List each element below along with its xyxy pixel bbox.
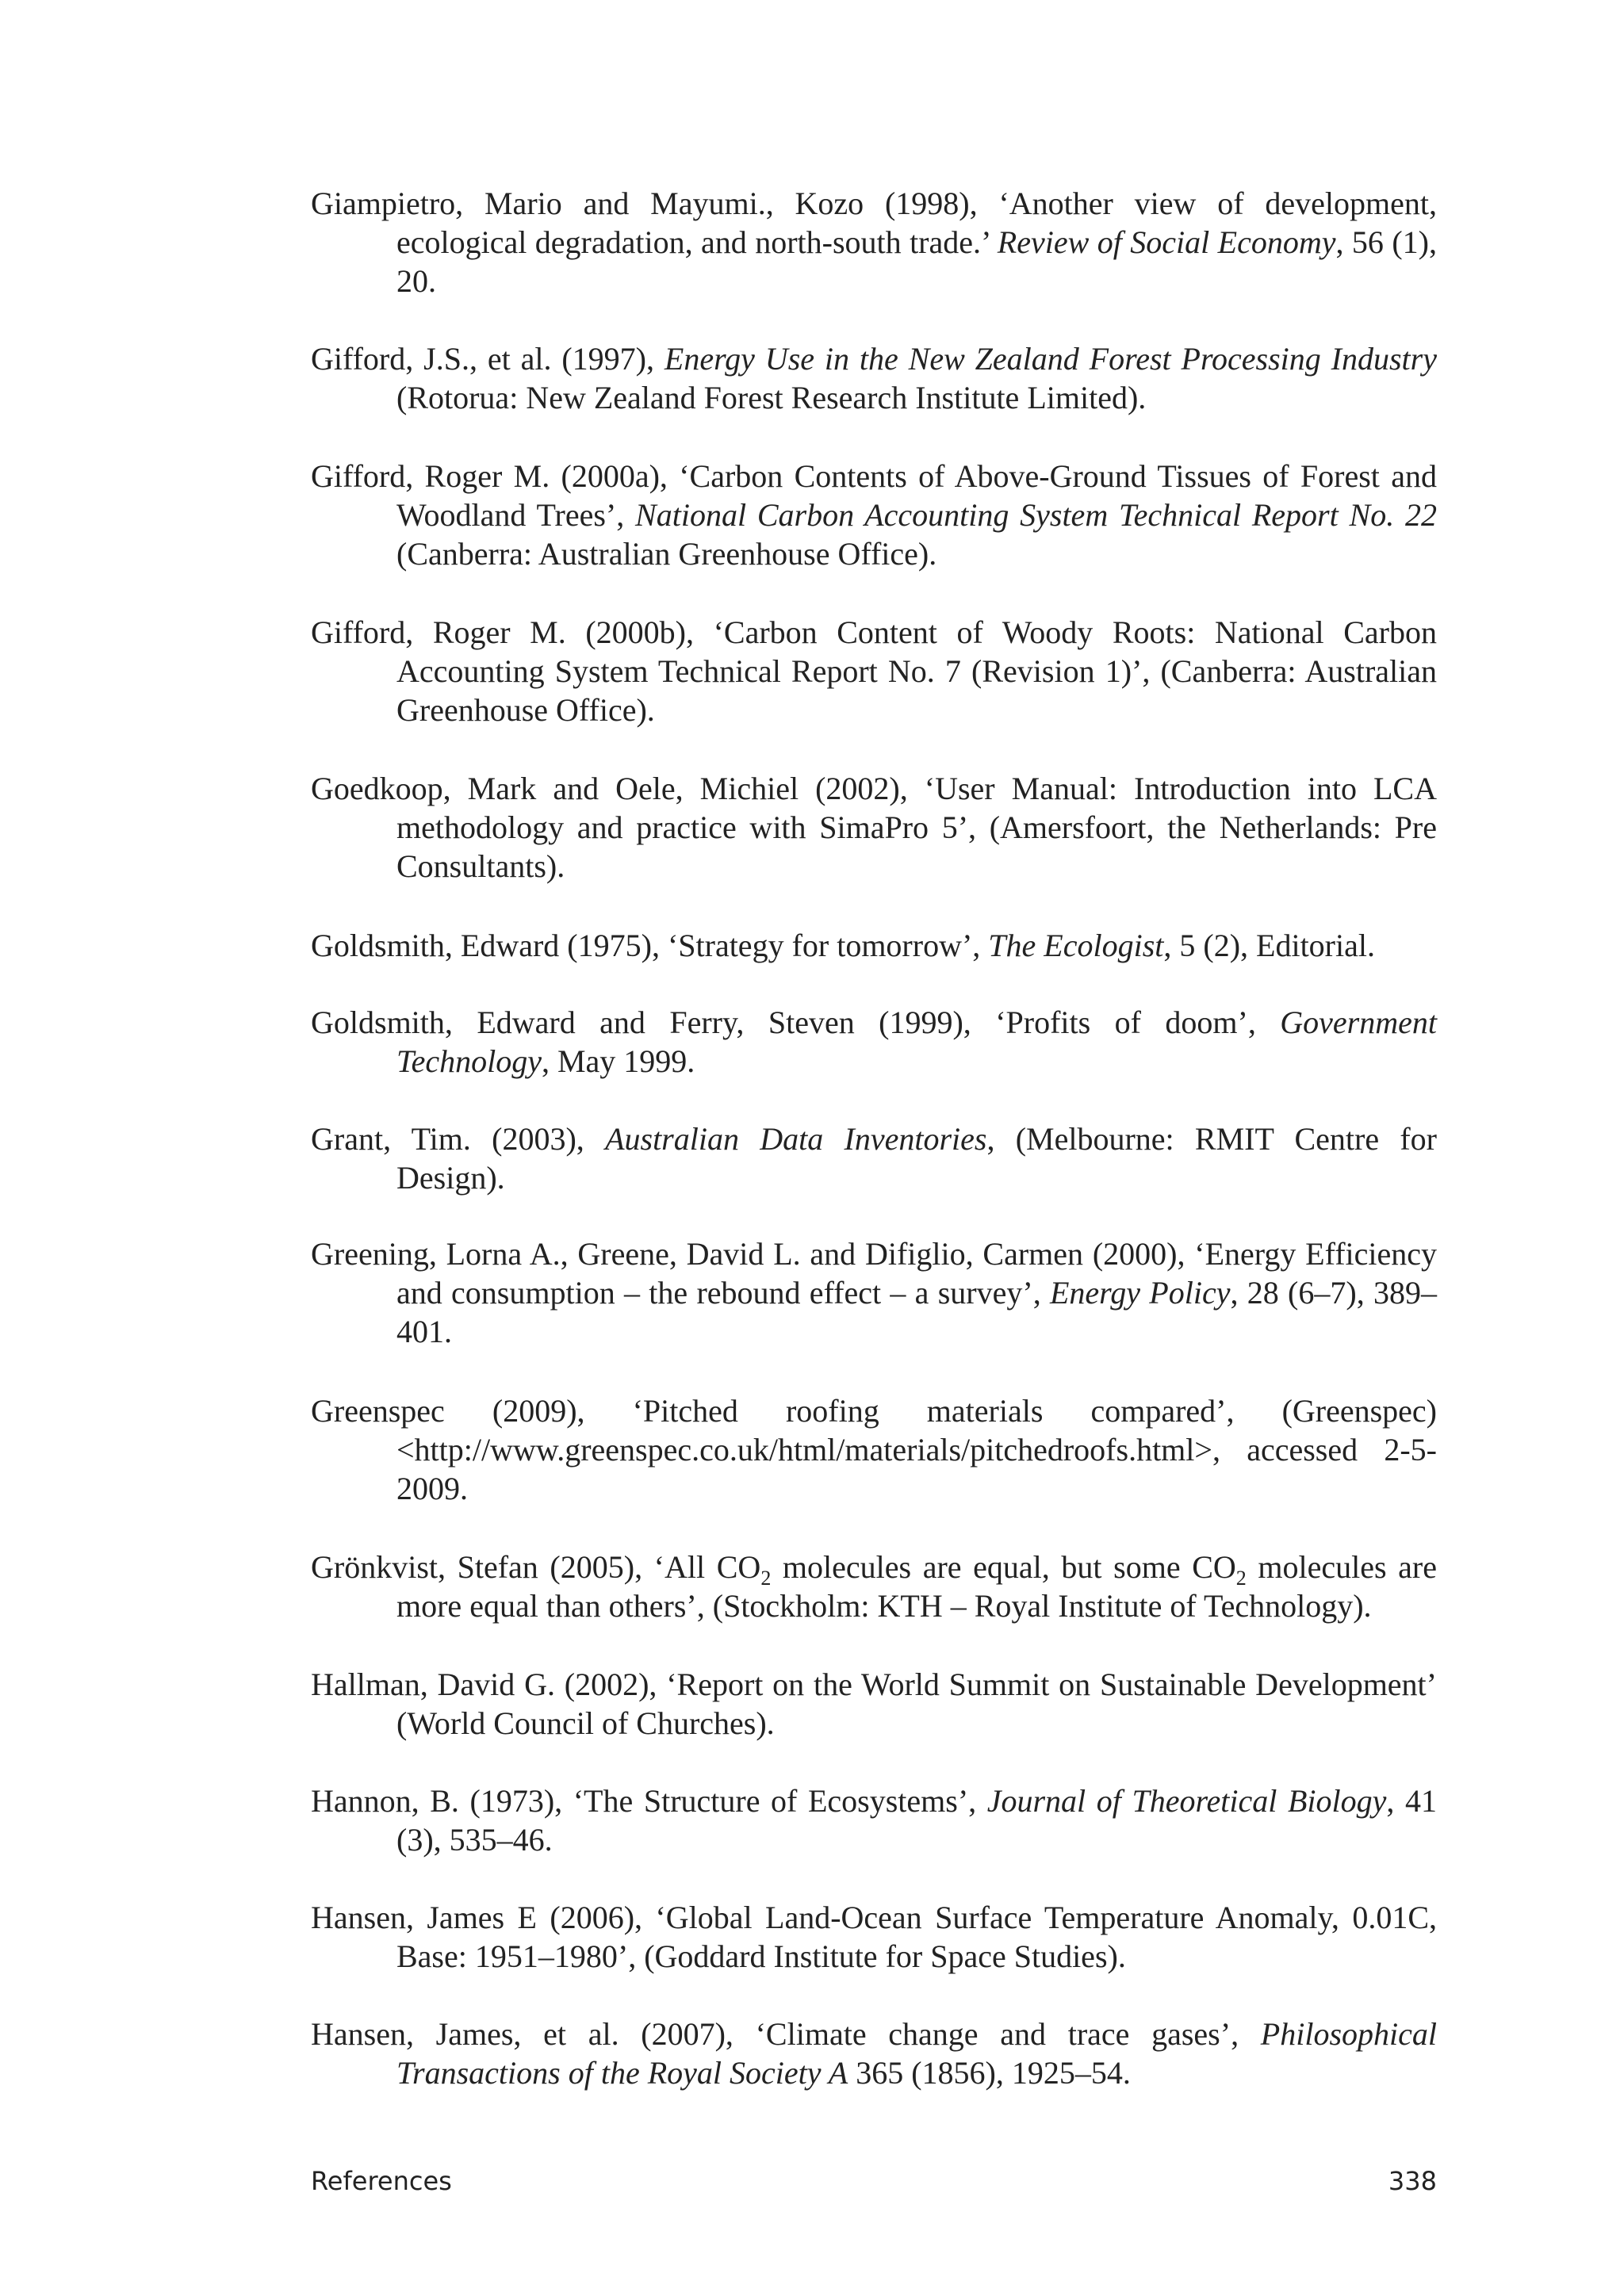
- page-number: 338: [1388, 2166, 1437, 2196]
- reference-entry: [311, 1548, 1437, 1625]
- reference-text: (Rotorua: New Zealand Forest Research Institute Limited).: [396, 380, 1147, 415]
- reference-title-italic: Australian Data Inventories: [605, 1121, 987, 1157]
- reference-text: , May 1999.: [541, 1043, 695, 1079]
- reference-entry: [311, 926, 1437, 965]
- reference-entry: [311, 1234, 1437, 1351]
- reference-text: , 56 (1), 20.: [396, 224, 1437, 299]
- reference-text: Grönkvist, Stefan (2005), ‘All CO: [311, 1549, 761, 1585]
- reference-text: molecules are equal, but some CO: [771, 1549, 1236, 1585]
- subscript: 2: [1235, 1567, 1247, 1590]
- reference-entry: [311, 1391, 1437, 1508]
- reference-text: Greening, Lorna A., Greene, David L. and Difiglio, Carmen (2000), ‘Energy Efficiency and consumption – the rebound effect – a survey’,: [311, 1236, 1437, 1311]
- reference-text: Goldsmith, Edward and Ferry, Steven (1999), ‘Profits of doom’,: [311, 1004, 1281, 1040]
- reference-text: Greenspec (2009), ‘Pitched roofing materials compared’, (Greenspec) <http://www.greenspec.co.uk/html/materials/pitchedroofs.html>, accessed 2-5-2009.: [311, 1393, 1437, 1506]
- reference-entry: [311, 2015, 1437, 2092]
- reference-text: Giampietro, Mario and Mayumi., Kozo (1998), ‘Another view of development, ecological degradation, and north-south trade.’: [311, 186, 1437, 260]
- reference-text: , (Melbourne: RMIT Centre for Design).: [396, 1121, 1438, 1196]
- reference-entry: [311, 1003, 1437, 1081]
- reference-entry: [311, 339, 1437, 417]
- reference-title-italic: National Carbon Accounting System Technical Report No. 22: [635, 497, 1437, 533]
- reference-text: Gifford, Roger M. (2000b), ‘Carbon Content of Woody Roots: National Carbon Accounting System Technical Report No. 7 (Revision 1)’, (Canberra: Australian Greenhouse Office).: [311, 614, 1437, 728]
- reference-title-italic: Government Technology: [396, 1004, 1437, 1079]
- reference-entry: [311, 1665, 1437, 1743]
- reference-text: Hannon, B. (1973), ‘The Structure of Ecosystems’,: [311, 1783, 987, 1819]
- page-footer: [311, 2166, 1437, 2201]
- reference-title-italic: Energy Policy: [1049, 1275, 1231, 1311]
- reference-entry: [311, 457, 1437, 573]
- reference-title-italic: Journal of Theoretical Biology: [986, 1783, 1387, 1819]
- reference-title-italic: Energy Use in the New Zealand Forest Processing Industry: [664, 341, 1437, 377]
- reference-text: molecules are more equal than others’, (Stockholm: KTH – Royal Institute of Technology).: [396, 1549, 1438, 1624]
- reference-text: Goldsmith, Edward (1975), ‘Strategy for tomorrow’,: [311, 928, 989, 963]
- reference-text: Grant, Tim. (2003),: [311, 1121, 606, 1157]
- reference-title-italic: Philosophical Transactions of the Royal Society A: [396, 2016, 1437, 2091]
- reference-title-italic: The Ecologist: [988, 928, 1164, 963]
- reference-entry: [311, 1898, 1437, 1976]
- reference-text: Gifford, J.S., et al. (1997),: [311, 341, 665, 377]
- reference-entry: [311, 769, 1437, 886]
- footer-section-title: References: [311, 2166, 452, 2196]
- reference-text: Hansen, James, et al. (2007), ‘Climate change and trace gases’,: [311, 2016, 1261, 2052]
- subscript: 2: [760, 1567, 772, 1590]
- reference-text: Goedkoop, Mark and Oele, Michiel (2002), ‘User Manual: Introduction into LCA methodology and practice with SimaPro 5’, (Amersfoort, the Netherlands: Pre Consultants).: [311, 771, 1437, 884]
- reference-text: , 5 (2), Editorial.: [1163, 928, 1375, 963]
- reference-text: , 41 (3), 535–46.: [396, 1783, 1437, 1858]
- reference-entry: [311, 1781, 1437, 1859]
- reference-entry: [311, 613, 1437, 729]
- reference-text: (Canberra: Australian Greenhouse Office).: [396, 536, 937, 572]
- reference-text: , 28 (6–7), 389–401.: [396, 1275, 1437, 1349]
- reference-title-italic: Review of Social Economy: [997, 224, 1336, 260]
- reference-text: Hansen, James E (2006), ‘Global Land-Ocean Surface Temperature Anomaly, 0.01C, Base: 1951–1980’, (Goddard Institute for Space Studies).: [311, 1900, 1437, 1974]
- reference-entry: [311, 1119, 1437, 1197]
- reference-entry: [311, 184, 1437, 300]
- reference-text: Hallman, David G. (2002), ‘Report on the World Summit on Sustainable Development’ (World Council of Churches).: [311, 1667, 1437, 1741]
- reference-text: 365 (1856), 1925–54.: [848, 2055, 1131, 2091]
- reference-text: Gifford, Roger M. (2000a), ‘Carbon Contents of Above-Ground Tissues of Forest and Woodland Trees’,: [311, 458, 1437, 533]
